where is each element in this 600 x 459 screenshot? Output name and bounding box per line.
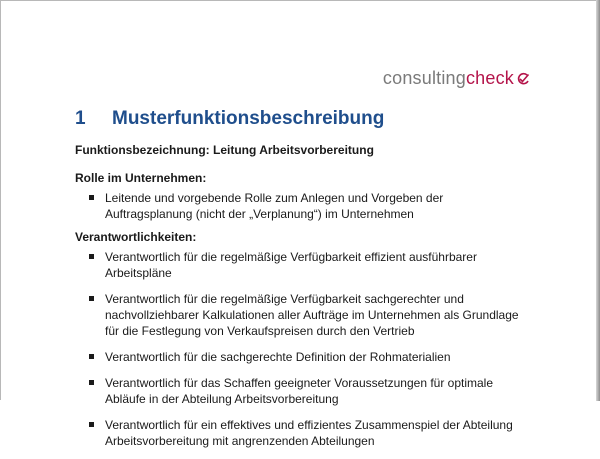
bullet-icon <box>89 254 94 259</box>
logo-text-check: check <box>465 68 514 88</box>
section-heading <box>75 108 384 130</box>
function-label: Funktionsbezeichnung: Leitung Arbeitsvorbereitung <box>75 143 374 157</box>
logo-text-consulting: consulting <box>382 68 466 88</box>
list-item <box>75 249 530 281</box>
list-item-text: Verantwortlich für die sachgerechte Definition der Rohmaterialien <box>105 350 451 364</box>
bullet-icon <box>89 296 94 301</box>
role-heading: Rolle im Unternehmen: <box>75 171 207 185</box>
list-item-text: Leitende und vorgebende Rolle zum Anlegen und Vorgeben der Auftragsplanung (nicht der „Verplanung“) im Unternehmen <box>105 191 444 221</box>
list-item <box>75 291 530 339</box>
list-item <box>75 417 530 449</box>
responsibilities-heading: Verantwortlichkeiten: <box>75 230 197 244</box>
page-edge-shadow <box>596 0 600 401</box>
list-item-text: Verantwortlich für die regelmäßige Verfügbarkeit effizient ausführbarer Arbeitspläne <box>105 250 477 280</box>
list-item-text: Verantwortlich für ein effektives und effizientes Zusammenspiel der Abteilung Arbeitsvorbereitung mit angrenzenden Abteilungen <box>105 418 513 448</box>
list-item-text: Verantwortlich für die regelmäßige Verfügbarkeit sachgerechter und nachvollziehbarer Kalkulationen aller Aufträge im Unternehmen als Grundlage für die Festlegung von Verkaufspreisen durch den Vertrieb <box>105 292 519 338</box>
responsibilities-list <box>75 249 530 459</box>
bullet-icon <box>89 195 94 200</box>
bullet-icon <box>89 380 94 385</box>
role-list <box>75 190 530 232</box>
bullet-icon <box>89 422 94 427</box>
section-number: 1 <box>75 108 86 129</box>
bullet-icon <box>89 354 94 359</box>
company-logo <box>383 68 530 89</box>
logo-check-icon <box>516 72 530 86</box>
section-title: Musterfunktionsbeschreibung <box>112 108 385 129</box>
list-item <box>75 375 530 407</box>
list-item <box>75 349 530 365</box>
list-item-text: Verantwortlich für das Schaffen geeigneter Voraussetzungen für optimale Abläufe in der Abteilung Arbeitsvorbereitung <box>105 376 494 406</box>
list-item <box>75 190 530 222</box>
